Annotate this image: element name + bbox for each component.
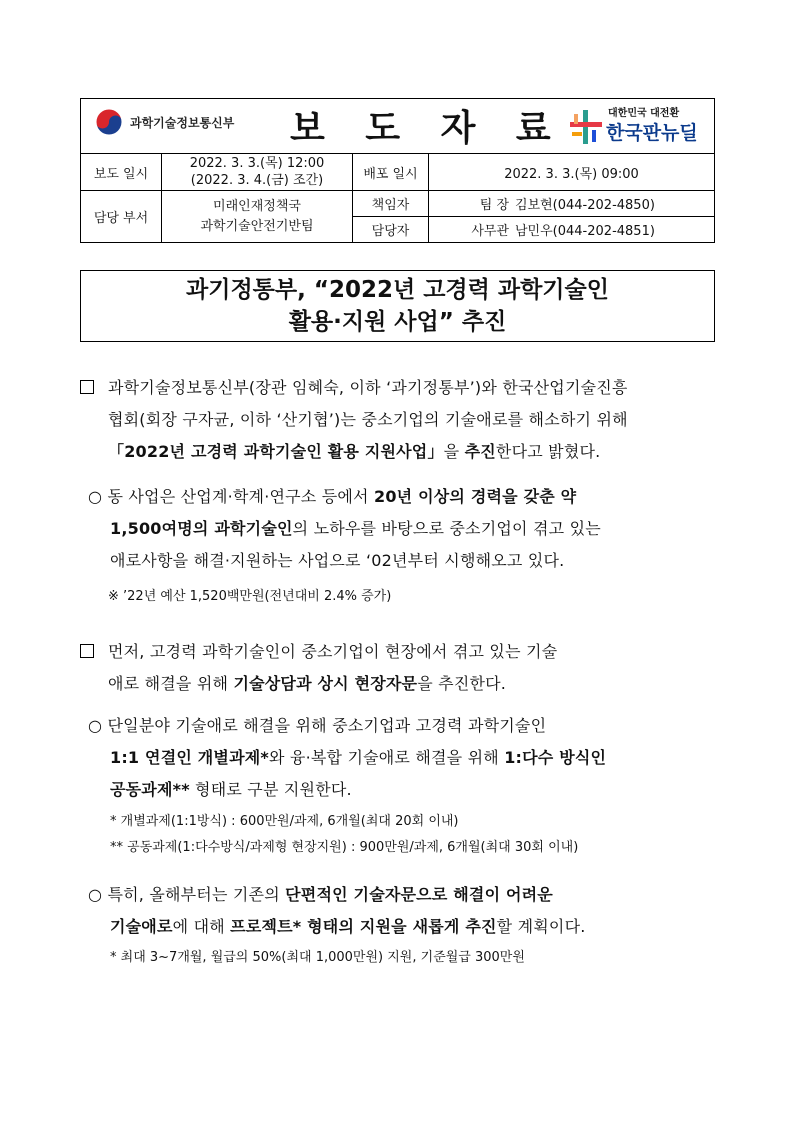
text: 와 융·복합 기술애로 해결을 위해 (268, 748, 505, 767)
budget-note: ※ ’22년 예산 1,520백만원(전년대비 2.4% 증가) (108, 589, 392, 604)
text: 을 추진한다. (417, 674, 507, 693)
paragraph-5-line-1 (88, 879, 553, 911)
contact-person: 남민우(044-202-4851) (515, 217, 715, 243)
paragraph-4-line-3 (110, 774, 352, 806)
headline-line-2: 활용·지원 사업” 추진 (288, 309, 507, 335)
dept-team: 과학기술안전기반팀 (200, 218, 314, 234)
emphasis: 단편적인 기술자문으로 해결이 어려운 (285, 885, 553, 904)
paragraph-4-line-1: ○ 단일분야 기술애로 해결을 위해 중소기업과 고경력 과학기술인 (88, 716, 547, 735)
paragraph-3-line-2 (108, 668, 506, 700)
title-row (81, 99, 715, 154)
paragraph-2-line-3: 애로사항을 해결·지원하는 사업으로 ‘02년부터 시행해오고 있다. (110, 551, 565, 570)
emphasis: 기술애로 (110, 917, 173, 936)
text: 을 (443, 442, 465, 461)
ministry-name: 과학기술정보통신부 (130, 115, 235, 130)
checkbox-bullet-icon (80, 380, 94, 394)
text: 애로 해결을 위해 (108, 674, 234, 693)
slogan-top: 대한민국 대전환 (608, 108, 680, 119)
slogan-main: 한국판뉴딜 (606, 122, 698, 144)
emphasis: 기술상담과 상시 현장자문 (233, 674, 418, 693)
text: 먼저, 고경력 과학기술인이 중소기업이 현장에서 겪고 있는 기술 (108, 642, 558, 661)
dept-bureau: 미래인재정책국 (213, 198, 301, 214)
release-value (162, 154, 353, 191)
text: ○ 동 사업은 산업계·학계·연구소 등에서 (88, 487, 375, 506)
release-date: 2022. 3. 3.(목) 12:00 (189, 156, 325, 171)
resp-role: 팀 장 (429, 191, 516, 217)
paragraph-4-line-2 (110, 742, 606, 774)
headline-box (80, 270, 715, 342)
resp-label: 책임자 (353, 191, 429, 217)
page-title: 보 도 자 료 (290, 107, 565, 149)
project-note: * 최대 3~7개월, 월급의 50%(최대 1,000만원) 지원, 기준월급 300만원 (110, 950, 525, 965)
emphasis: 20년 이상의 경력을 갖춘 약 (374, 487, 577, 506)
text: 형태로 구분 지원한다. (189, 780, 352, 799)
individual-task-note: * 개별과제(1:1방식) : 600만원/과제, 6개월(최대 20회 이내) (110, 814, 459, 829)
paragraph-3-line-1 (80, 636, 557, 668)
paragraph-2-line-2 (110, 513, 601, 545)
paragraph-1-line-3 (108, 436, 600, 468)
emphasis: 1:1 연결인 개별과제* (110, 748, 269, 767)
emphasis: 공동과제** (110, 780, 190, 799)
checkbox-bullet-icon (80, 644, 94, 658)
contact-role: 사무관 (429, 217, 516, 243)
release-label: 보도 일시 (81, 154, 162, 191)
dept-label: 담당 부서 (81, 191, 162, 243)
distribution-label: 배포 일시 (353, 154, 429, 191)
program-name: 「2022년 고경력 과학기술인 활용 지원사업」 (108, 442, 444, 461)
resp-person: 김보현(044-202-4850) (515, 191, 715, 217)
paragraph-1-line-1 (80, 372, 628, 404)
joint-task-note: ** 공동과제(1:다수방식/과제형 현장지원) : 900만원/과제, 6개월(최대 30회 이내) (110, 840, 579, 855)
paragraph-5-line-2 (110, 911, 586, 943)
release-date-morning: (2022. 3. 4.(금) 조간) (190, 173, 324, 188)
headline-line-1: 과기정통부, “2022년 고경력 과학기술인 (186, 277, 609, 303)
text: 한다고 밝혔다. (495, 442, 601, 461)
emphasis: 추진 (464, 442, 496, 461)
release-info-table (80, 98, 715, 243)
emphasis: 1,500여명의 과학기술인 (110, 519, 293, 538)
text: ○ 특히, 올해부터는 기존의 (88, 885, 286, 904)
emphasis: 프로젝트* 형태의 지원을 새롭게 추진 (230, 917, 497, 936)
paragraph-2-line-1 (88, 481, 576, 513)
contact-label: 담당자 (353, 217, 429, 243)
distribution-value: 2022. 3. 3.(목) 09:00 (429, 154, 715, 191)
text: 의 노하우를 바탕으로 중소기업이 겪고 있는 (292, 519, 601, 538)
paragraph-1-line-2: 협회(회장 구자균, 이하 ‘산기협’)는 중소기업의 기술애로를 해소하기 위해 (108, 410, 628, 429)
text: 할 계획이다. (496, 917, 586, 936)
text: 과학기술정보통신부(장관 임혜숙, 이하 ‘과기정통부’)와 한국산업기술진흥 (108, 378, 628, 397)
dept-value (162, 191, 353, 243)
text: 에 대해 (172, 917, 231, 936)
emphasis: 1:다수 방식인 (504, 748, 607, 767)
